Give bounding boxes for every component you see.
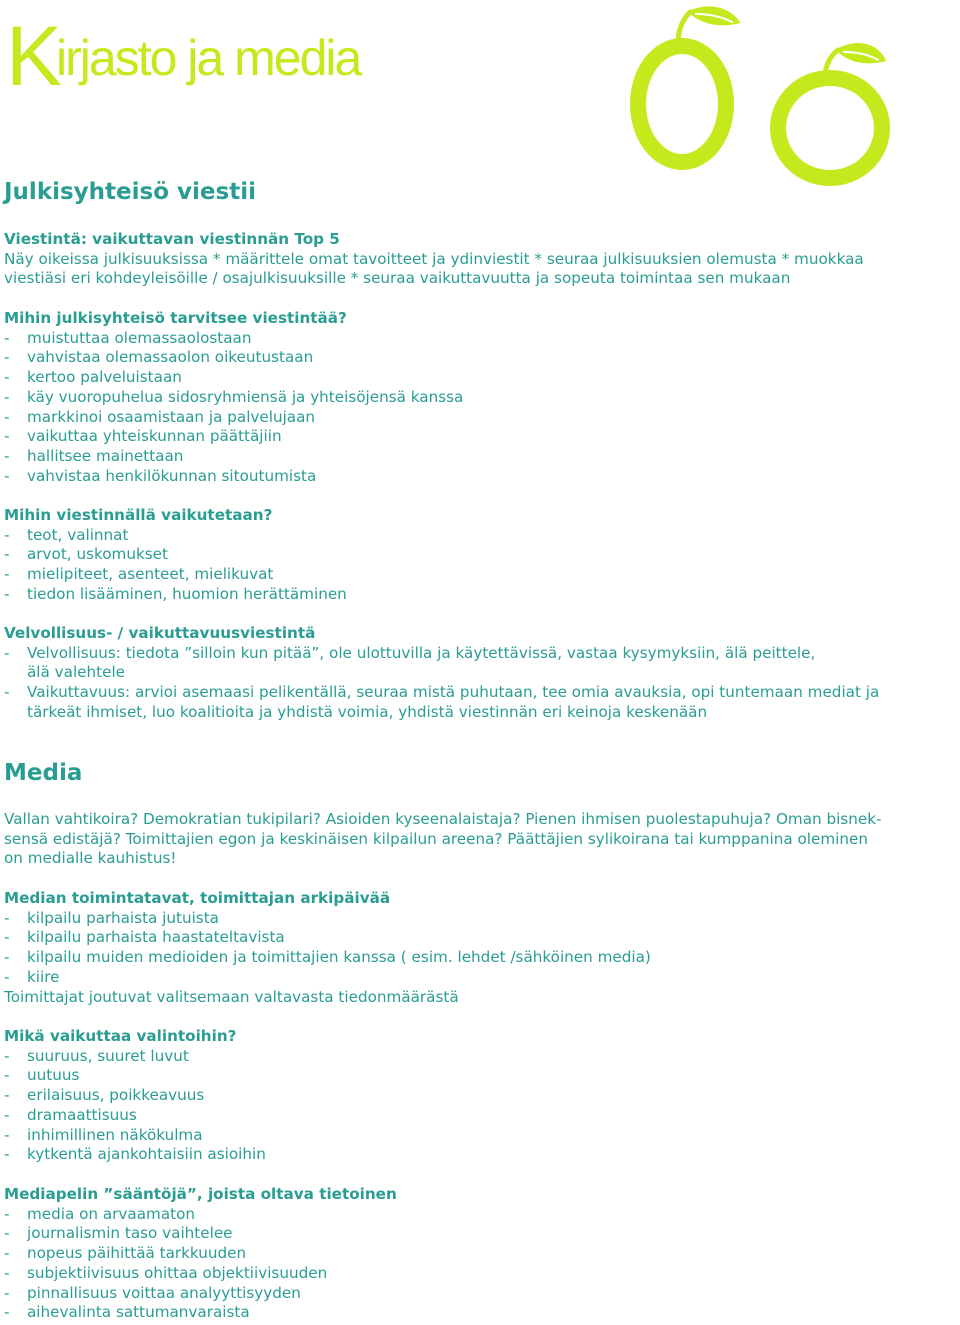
list-item: - dramaattisuus [4,1105,137,1124]
list-item: - aihevalinta sattumanvaraista [4,1303,250,1322]
list-item: - käy vuoropuhelua sidosryhmiensä ja yhteisöjensä kanssa [4,387,464,406]
list-item: - mielipiteet, asenteet, mielikuvat [4,565,274,584]
page-title [6,9,361,103]
top5-block [4,230,956,289]
choices-heading: Mikä vaikuttaa valintoihin? [4,1027,237,1045]
list-item: - kilpailu parhaista haastateltavista [4,928,285,947]
list-item: - Vaikuttavuus: arvioi asemaasi pelikentällä, seuraa mistä puhutaan, tee omia avauksia, opi tuntemaan mediat ja [4,683,880,702]
list-item: - hallitsee mainettaan [4,446,184,465]
practices-footer: Toimittajat joutuvat valitsemaan valtavasta tiedonmäärästä [4,987,459,1006]
rules-block [4,1185,956,1323]
top5-heading: Viestintä: vaikuttavan viestinnän Top 5 [4,230,340,248]
list-item: - nopeus päihittää tarkkuuden [4,1244,247,1263]
list-item: - journalismin taso vaihtelee [4,1224,233,1243]
list-item: - teot, valinnat [4,525,129,544]
influence-heading: Mihin viestinnällä vaikutetaan? [4,506,273,524]
list-item: - kytkentä ajankohtaisiin asioihin [4,1145,266,1164]
list-item: - muistuttaa olemassaolostaan [4,328,252,347]
section-title-julkisyhteiso: Julkisyhteisö viestii [4,179,256,205]
list-item: - vahvistaa olemassaolon oikeutustaan [4,348,314,367]
needs-block [4,309,956,486]
top5-line-2: viestiäsi eri kohdeyleisöille / osajulkisuuksille * seuraa vaikuttavuutta ja sopeuta toimintaa sen mukaan [4,269,791,288]
choices-block [4,1027,956,1165]
section-title-media: Media [4,760,83,786]
practices-heading: Median toimintatavat, toimittajan arkipäivää [4,889,391,907]
intro-line-1: Vallan vahtikoira? Demokratian tukipilari? Asioiden kyseenalaistaja? Pienen ihmisen puolestapuhuja? Oman bisnek- [4,810,882,828]
list-item: - subjektiivisuus ohittaa objektiivisuuden [4,1263,328,1282]
intro-line-2: sensä edistäjä? Toimittajien egon ja keskinäisen kilpailun areena? Päättäjien sylikoirana tai kumppanina oleminen [4,829,868,848]
list-item: - arvot, uskomukset [4,545,168,564]
list-item-continuation: tärkeät ihmiset, luo koalitioita ja yhdistä voimia, yhdistä viestinnän eri keinoja keskenään [27,702,708,721]
list-item: - kertoo palveluistaan [4,368,182,387]
list-item-continuation: älä valehtele [27,663,126,682]
list-item: - media on arvaamaton [4,1204,196,1223]
list-item: - kilpailu muiden medioiden ja toimittajien kanssa ( esim. lehdet /sähköinen media) [4,948,651,967]
top5-line-1: Näy oikeissa julkisuuksissa * määrittele omat tavoitteet ja ydinviestit * seuraa julkisuuksien olemusta * muokkaa [4,249,864,268]
intro-line-3: on medialle kauhistus! [4,849,177,868]
rules-heading: Mediapelin ”sääntöjä”, joista oltava tietoinen [4,1185,397,1203]
duty-block [4,624,956,723]
list-item: - markkinoi osaamistaan ja palvelujaan [4,407,316,426]
list-item: - kiire [4,967,60,986]
list-item: - Velvollisuus: tiedota ”silloin kun pitää”, ole ulottuvilla ja käytettävissä, vastaa kysymyksiin, älä peittele, [4,643,816,662]
list-item: - vahvistaa henkilökunnan sitoutumista [4,466,317,485]
media-intro [4,810,956,869]
list-item: - inhimillinen näkökulma [4,1125,203,1144]
title-rest: irjasto ja media [56,30,361,86]
apple-logo-icon [620,0,920,195]
list-item: - kilpailu parhaista jutuista [4,908,219,927]
list-item: - suuruus, suuret luvut [4,1046,189,1065]
list-item: - uutuus [4,1066,80,1085]
list-item: - erilaisuus, poikkeavuus [4,1086,205,1105]
list-item: - tiedon lisääminen, huomion herättäminen [4,584,347,603]
needs-heading: Mihin julkisyhteisö tarvitsee viestintää? [4,309,347,327]
duty-heading: Velvollisuus- / vaikuttavuusviestintä [4,624,316,642]
list-item: - vaikuttaa yhteiskunnan päättäjiin [4,427,282,446]
influence-block [4,506,956,605]
practices-block [4,889,956,1007]
title-initial: K [6,9,57,103]
list-item: - pinnallisuus voittaa analyyttisyyden [4,1283,301,1302]
